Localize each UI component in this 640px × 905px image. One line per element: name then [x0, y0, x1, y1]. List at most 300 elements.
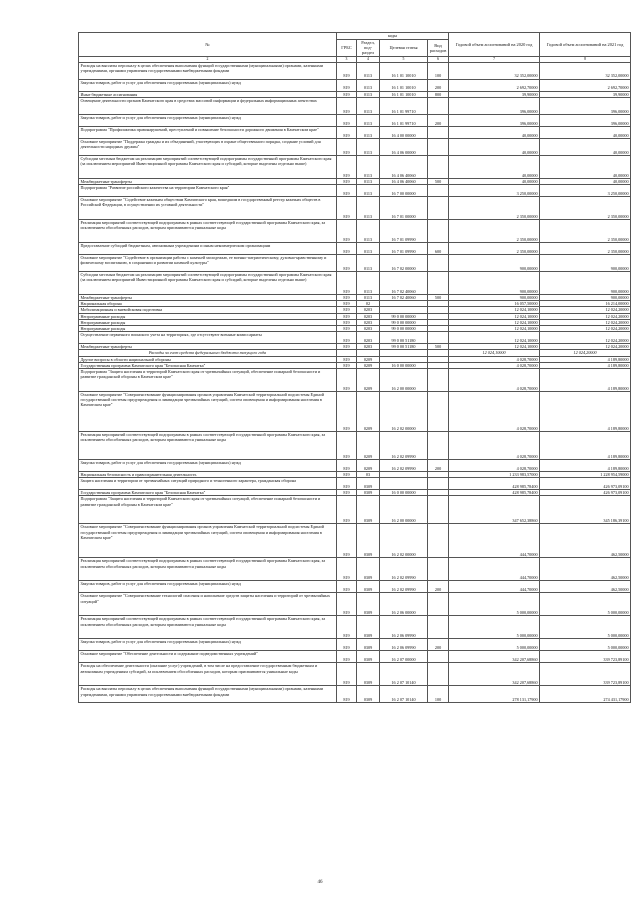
row-amount-2021: 32 352,00000	[540, 62, 631, 79]
row-grbs: 819	[337, 155, 357, 178]
row-name: Закупка товаров, работ и услуг для обеспечения государственных (муниципальных) нужд	[79, 114, 337, 126]
row-amount-2021: 4 189,80000	[540, 369, 631, 392]
table-row	[79, 639, 631, 651]
row-expense-type: 600	[428, 243, 449, 255]
row-name: Непрограммные расходы	[79, 326, 337, 332]
row-amount-2021: 39,90000	[540, 91, 631, 97]
row-razdel: 0113	[357, 255, 380, 272]
row-amount-2021: 900,00000	[540, 255, 631, 272]
row-grbs: 819	[337, 639, 357, 651]
row-grbs: 819	[337, 255, 357, 272]
row-amount-2020: 4 028,70000	[449, 392, 540, 432]
row-amount-2020: 444,70000	[449, 524, 540, 558]
row-name: Реализация мероприятий соответствующей подпрограммы в рамках соответствующей государственной программы Камчатского края, за исключением обособленных расходов, которым присваиваются уникальные коды	[79, 558, 337, 581]
row-expense-type	[428, 558, 449, 581]
page-number: 46	[317, 880, 323, 885]
row-amount-2021: 339 723,89100	[540, 651, 631, 663]
row-name: Закупка товаров, работ и услуг для обеспечения государственных (муниципальных) нужд	[79, 460, 337, 472]
row-name: Подпрограмма "Защита населения и территорий Камчатского края от чрезвычайных ситуаций, обеспечение пожарной безопасности и развитие гражданской обороны в Камчатском крае"	[79, 369, 337, 392]
row-amount-2020: 428 985,78400	[449, 478, 540, 490]
row-expense-type	[428, 97, 449, 114]
row-name: Основное мероприятие "Содействие казачьим обществам Камчатского края, вошедшим в государственный реестр казачьих обществ в Российской Федерации, в осуществлении их уставной деятельности"	[79, 197, 337, 220]
row-razdel: 0203	[357, 344, 380, 350]
table-row	[79, 460, 631, 472]
row-target-article: 99 0 00 51180	[380, 332, 428, 344]
row-expense-type	[428, 332, 449, 344]
row-razdel: 0309	[357, 663, 380, 686]
row-grbs: 819	[337, 332, 357, 344]
row-amount-2020: 278 131,17900	[449, 686, 540, 703]
table-row	[79, 138, 631, 155]
row-expense-type	[428, 126, 449, 138]
row-grbs: 819	[337, 79, 357, 91]
row-expense-type	[428, 220, 449, 243]
row-amount-2020: 4 028,70000	[449, 356, 540, 362]
row-target-article: 16 2 02 09990	[380, 581, 428, 593]
row-expense-type: 200	[428, 639, 449, 651]
table-row	[79, 581, 631, 593]
row-grbs: 819	[337, 138, 357, 155]
row-grbs: 819	[337, 524, 357, 558]
row-amount-2021: 1 228 954,59000	[540, 472, 631, 478]
table-row	[79, 369, 631, 392]
row-razdel: 0203	[357, 326, 380, 332]
row-amount-2020: 40,00000	[449, 178, 540, 184]
row-amount-2021: 4 189,80000	[540, 432, 631, 460]
row-name: Непрограммные расходы	[79, 313, 337, 319]
row-name: Расходы на выплаты персоналу в целях обеспечения выполнения функций государственными (муниципальными) органами, казенными учреждениями, органами управления государственными внебюджетными фондами	[79, 686, 337, 703]
row-amount-2020: 900,00000	[449, 295, 540, 301]
table-row	[79, 616, 631, 639]
row-grbs: 819	[337, 197, 357, 220]
table-row	[79, 62, 631, 79]
row-amount-2020: 342 207,68860	[449, 651, 540, 663]
row-expense-type	[428, 432, 449, 460]
row-amount-2020: 39,90000	[449, 91, 540, 97]
row-target-article: 16 7 01 00000	[380, 197, 428, 220]
row-name: Расходы на выплаты персоналу в целях обеспечения выполнения функций государственными (муниципальными) органами, казенными учреждениями, органами управления государственными внебюджетными фондами	[79, 62, 337, 79]
row-amount-2020: 2 692,70000	[449, 79, 540, 91]
row-amount-2020: 444,70000	[449, 581, 540, 593]
table-row	[79, 114, 631, 126]
row-amount-2021: 3 250,00000	[540, 185, 631, 197]
row-grbs: 819	[337, 432, 357, 460]
row-name: Межбюджетные трансферты	[79, 178, 337, 184]
row-expense-type: 500	[428, 295, 449, 301]
row-expense-type	[428, 155, 449, 178]
row-grbs: 819	[337, 362, 357, 368]
row-grbs: 819	[337, 185, 357, 197]
row-razdel: 0203	[357, 319, 380, 325]
row-amount-2021: 5 000,00000	[540, 616, 631, 639]
budget-table-sheet	[78, 32, 630, 703]
budget-table	[78, 32, 631, 703]
row-razdel: 0113	[357, 243, 380, 255]
row-grbs: 819	[337, 295, 357, 301]
row-grbs: 819	[337, 178, 357, 184]
row-expense-type	[428, 663, 449, 686]
row-amount-2020: 900,00000	[449, 255, 540, 272]
row-amount-2021: 900,00000	[540, 272, 631, 295]
row-target-article: 16 1 01 10010	[380, 62, 428, 79]
row-grbs: 819	[337, 392, 357, 432]
row-target-article: 16 2 06 09990	[380, 616, 428, 639]
row-amount-2020: 12 024,10000	[449, 319, 540, 325]
row-grbs: 819	[337, 307, 357, 313]
row-amount-2020: 12 024,10000	[449, 332, 540, 344]
row-amount-2020: 16 057,50000	[449, 301, 540, 307]
row-grbs: 819	[337, 472, 357, 478]
row-amount-2020: 1 233 983,57000	[449, 472, 540, 478]
row-grbs: 819	[337, 126, 357, 138]
table-row	[79, 496, 631, 524]
row-name: Мобилизационная и вневойсковая подготовка	[79, 307, 337, 313]
row-name: Основное мероприятие "Совершенствование технологий спасения и наполнение средств защиты населения и территорий от чрезвычайных ситуаций"	[79, 593, 337, 616]
row-expense-type	[428, 524, 449, 558]
row-amount-2021: 12 024,20000	[540, 307, 631, 313]
row-target-article: 16 7 02 40060	[380, 295, 428, 301]
row-grbs: 819	[337, 558, 357, 581]
row-expense-type: 200	[428, 79, 449, 91]
row-amount-2020: 40,00000	[449, 155, 540, 178]
row-name: Расходы на обеспечение деятельности (оказание услуг) учреждений, в том числе на предоставление государственным бюджетным и автономным учреждениям субсидий, за исключением обособленных расходов, которым присваиваются уникальные коды	[79, 663, 337, 686]
row-amount-2021: 12 024,20000	[540, 332, 631, 344]
row-target-article: 16 2 02 09990	[380, 558, 428, 581]
row-amount-2020: 5 000,00000	[449, 593, 540, 616]
row-target-article: 16 4 06 40060	[380, 178, 428, 184]
row-name: Непрограммные расходы	[79, 319, 337, 325]
row-amount-2020: 900,00000	[449, 272, 540, 295]
column-number-grbs: 3	[337, 56, 357, 62]
row-razdel: 0309	[357, 496, 380, 524]
row-expense-type	[428, 651, 449, 663]
row-amount-2021: 426 973,09100	[540, 478, 631, 490]
row-target-article: 16 1 01 99710	[380, 114, 428, 126]
row-target-article: 16 7 01 09990	[380, 243, 428, 255]
row-amount-2021: 4 189,80000	[540, 460, 631, 472]
row-amount-2021: 12 024,20000	[540, 350, 631, 356]
row-razdel: 0113	[357, 138, 380, 155]
header-number: №	[79, 33, 337, 57]
row-grbs: 819	[337, 686, 357, 703]
row-grbs: 819	[337, 478, 357, 490]
row-target-article: 16 2 02 09990	[380, 432, 428, 460]
row-razdel: 0309	[357, 558, 380, 581]
row-target-article: 16 2 07 10140	[380, 686, 428, 703]
row-razdel: 0209	[357, 460, 380, 472]
row-name: Основное мероприятие "Совершенствование функционирования органов управления Камчатской территориальной подсистемы Единой государственной системы предупреждения и ликвидации чрезвычайных ситуаций, систем оповещения и информирования населения в Камчатском крае"	[79, 524, 337, 558]
row-razdel: 0113	[357, 295, 380, 301]
row-amount-2021: 2 350,00000	[540, 243, 631, 255]
row-razdel: 0309	[357, 478, 380, 490]
row-expense-type	[428, 185, 449, 197]
row-razdel: 0209	[357, 356, 380, 362]
row-razdel: 0113	[357, 185, 380, 197]
row-amount-2021: 426 973,09100	[540, 490, 631, 496]
table-row	[79, 392, 631, 432]
row-razdel: 0309	[357, 651, 380, 663]
row-name: Закупка товаров, работ и услуг для обеспечения государственных (муниципальных) нужд	[79, 639, 337, 651]
row-expense-type	[428, 616, 449, 639]
table-row	[79, 663, 631, 686]
row-name: Закупка товаров, работ и услуг для обеспечения государственных (муниципальных) нужд	[79, 79, 337, 91]
row-target-article: 16 2 00 00000	[380, 369, 428, 392]
table-row	[79, 478, 631, 490]
row-amount-2021: 900,00000	[540, 295, 631, 301]
row-amount-2020: 12 024,10000	[449, 350, 540, 356]
row-grbs: 819	[337, 243, 357, 255]
row-expense-type: 500	[428, 178, 449, 184]
row-grbs: 819	[337, 62, 357, 79]
header-razdel: Раздел, под-раздел	[357, 40, 380, 57]
row-amount-2020: 428 985,78400	[449, 490, 540, 496]
row-name: Иные бюджетные ассигнования	[79, 91, 337, 97]
row-razdel: 0209	[357, 369, 380, 392]
row-target-article: 16 2 07 00000	[380, 651, 428, 663]
row-amount-2020: 347 652,38860	[449, 496, 540, 524]
row-razdel: 0113	[357, 126, 380, 138]
row-name: Подпрограмма "Развитие российского казачества на территории Камчатского края"	[79, 185, 337, 197]
column-number-csr: 5	[380, 56, 428, 62]
row-expense-type: 500	[428, 344, 449, 350]
row-amount-2021: 462,50000	[540, 558, 631, 581]
row-name: Предоставление субсидий бюджетным, автономным учреждениям и иным некоммерческим организациям	[79, 243, 337, 255]
column-number-name: 2	[79, 56, 337, 62]
column-number-razdel: 4	[357, 56, 380, 62]
row-razdel: 02	[357, 301, 380, 307]
table-row	[79, 651, 631, 663]
row-razdel: 0209	[357, 392, 380, 432]
row-name: Основное мероприятие "Содействие в организации работы с казачьей молодежью, ее военно-патриотическому, духовно-нравственному и физическому воспитанию, в сохранении и развитии казачьей культуры"	[79, 255, 337, 272]
header-codes: коды	[337, 33, 449, 40]
row-expense-type	[428, 369, 449, 392]
row-razdel: 0309	[357, 616, 380, 639]
row-grbs: 819	[337, 313, 357, 319]
row-razdel: 0113	[357, 272, 380, 295]
row-amount-2020: 342 207,68860	[449, 663, 540, 686]
table-row	[79, 558, 631, 581]
row-grbs: 819	[337, 91, 357, 97]
row-amount-2021: 396,00000	[540, 97, 631, 114]
row-grbs: 819	[337, 460, 357, 472]
row-grbs: 819	[337, 593, 357, 616]
table-row	[79, 524, 631, 558]
row-amount-2020: 12 024,10000	[449, 344, 540, 350]
row-amount-2021: 462,50000	[540, 581, 631, 593]
row-amount-2021: 4 189,80000	[540, 362, 631, 368]
row-target-article: 16 1 01 99710	[380, 97, 428, 114]
row-amount-2021: 345 186,39100	[540, 496, 631, 524]
row-amount-2021: 40,00000	[540, 126, 631, 138]
row-amount-2020: 12 024,10000	[449, 313, 540, 319]
header-year-2020: Годовой объем ассигнований на 2020 год	[449, 33, 540, 57]
row-razdel: 0209	[357, 432, 380, 460]
row-target-article	[380, 478, 428, 490]
table-row	[79, 243, 631, 255]
row-razdel: 0113	[357, 62, 380, 79]
row-expense-type: 100	[428, 62, 449, 79]
row-name: Подпрограмма "Профилактика правонарушений, преступлений и повышение безопасности дорожного движения в Камчатском крае"	[79, 126, 337, 138]
row-grbs: 819	[337, 319, 357, 325]
row-amount-2021: 2 350,00000	[540, 197, 631, 220]
row-amount-2021: 40,00000	[540, 138, 631, 155]
row-razdel: 0113	[357, 91, 380, 97]
row-name: Национальная оборона	[79, 301, 337, 307]
row-grbs: 819	[337, 356, 357, 362]
row-amount-2021: 12 024,20000	[540, 319, 631, 325]
row-target-article: 16 0 00 00000	[380, 490, 428, 496]
row-amount-2020: 5 000,00000	[449, 616, 540, 639]
row-amount-2021: 462,50000	[540, 524, 631, 558]
row-expense-type	[428, 272, 449, 295]
row-amount-2021: 12 024,20000	[540, 313, 631, 319]
row-amount-2020: 2 350,00000	[449, 243, 540, 255]
row-amount-2020: 40,00000	[449, 126, 540, 138]
table-row	[79, 432, 631, 460]
row-name: Реализация мероприятий соответствующей подпрограммы в рамках соответствующей государственной программы Камчатского края, за исключением обособленных расходов, которым присваиваются уникальные коды	[79, 432, 337, 460]
row-amount-2021: 16 214,00000	[540, 301, 631, 307]
row-amount-2021: 4 189,80000	[540, 392, 631, 432]
row-name: Государственная программа Камчатского края "Безопасная Камчатка"	[79, 362, 337, 368]
row-target-article: 16 7 00 00000	[380, 185, 428, 197]
row-grbs: 819	[337, 496, 357, 524]
row-expense-type: 200	[428, 581, 449, 593]
row-target-article: 16 2 07 10140	[380, 663, 428, 686]
row-name: Основное мероприятие "Обеспечение деятельности и содержание подведомственных учреждений"	[79, 651, 337, 663]
table-row	[79, 185, 631, 197]
row-target-article: 16 2 06 09990	[380, 639, 428, 651]
row-grbs: 819	[337, 301, 357, 307]
column-number-2020: 7	[449, 56, 540, 62]
row-razdel: 0309	[357, 686, 380, 703]
row-razdel: 0113	[357, 155, 380, 178]
row-target-article: 16 7 01 09990	[380, 220, 428, 243]
row-name: Закупка товаров, работ и услуг для обеспечения государственных (муниципальных) нужд	[79, 581, 337, 593]
row-amount-2021: 5 000,00000	[540, 639, 631, 651]
row-target-article: 16 2 02 00000	[380, 524, 428, 558]
row-razdel: 0203	[357, 332, 380, 344]
table-row	[79, 255, 631, 272]
column-number-vr: 6	[428, 56, 449, 62]
row-expense-type	[428, 593, 449, 616]
row-target-article: 16 4 06 40060	[380, 155, 428, 178]
row-grbs: 819	[337, 616, 357, 639]
row-amount-2021: 2 692,70000	[540, 79, 631, 91]
row-name: Государственная программа Камчатского края "Безопасная Камчатка"	[79, 490, 337, 496]
budget-rows	[79, 62, 631, 703]
column-number-2021: 8	[540, 56, 631, 62]
row-amount-2020: 396,00000	[449, 114, 540, 126]
row-name: Субсидии местным бюджетам на реализацию мероприятий соответствующей подпрограммы государственной программы Камчатского края (за исключением мероприятий Инвестиционной программы Камчатского края и субсидий, которые выделены отдельно выше)	[79, 155, 337, 178]
row-razdel: 0113	[357, 97, 380, 114]
row-amount-2020: 4 028,70000	[449, 460, 540, 472]
row-expense-type	[428, 255, 449, 272]
table-row	[79, 155, 631, 178]
row-amount-2020: 396,00000	[449, 97, 540, 114]
table-row	[79, 332, 631, 344]
row-expense-type	[428, 392, 449, 432]
table-row	[79, 686, 631, 703]
row-name: Осуществление первичного воинского учета на территориях, где отсутствуют военные комиссариаты	[79, 332, 337, 344]
row-name: Расходы за счет средств федерального бюджета текущего года	[79, 350, 337, 356]
row-amount-2020: 444,70000	[449, 558, 540, 581]
row-grbs: 819	[337, 581, 357, 593]
row-razdel: 0309	[357, 581, 380, 593]
table-row	[79, 79, 631, 91]
row-amount-2021: 5 000,00000	[540, 593, 631, 616]
row-target-article: 99 0 00 51180	[380, 344, 428, 350]
row-name: Субсидии местным бюджетам на реализацию мероприятий соответствующей подпрограммы государственной программы Камчатского края (за исключением мероприятий Инвестиционной программы Камчатского края и субсидий, которые выделены отдельно выше)	[79, 272, 337, 295]
header-vr: Вид расходов	[428, 40, 449, 57]
row-amount-2021: 40,00000	[540, 178, 631, 184]
row-amount-2021: 12 024,20000	[540, 326, 631, 332]
row-razdel: 0309	[357, 524, 380, 558]
row-razdel: 0309	[357, 639, 380, 651]
row-amount-2020: 12 024,10000	[449, 326, 540, 332]
row-name: Реализация мероприятий соответствующей подпрограммы в рамках соответствующей государственной программы Камчатского края, за исключением обособленных расходов, которым присваиваются уникальные коды	[79, 616, 337, 639]
row-name: Защита населения и территории от чрезвычайных ситуаций природного и техногенного характера, гражданская оборона	[79, 478, 337, 490]
row-target-article: 16 0 00 00000	[380, 362, 428, 368]
row-amount-2020: 4 028,70000	[449, 362, 540, 368]
row-razdel: 0309	[357, 490, 380, 496]
table-row	[79, 272, 631, 295]
table-row	[79, 197, 631, 220]
row-name: Межбюджетные трансферты	[79, 295, 337, 301]
row-amount-2020: 12 024,10000	[449, 307, 540, 313]
row-expense-type	[428, 496, 449, 524]
row-target-article: 99 0 00 00000	[380, 313, 428, 319]
row-name: Основное мероприятие "Поддержка граждан и их объединений, участвующих в охране общественного порядка, создание условий для деятельности народных дружин"	[79, 138, 337, 155]
row-amount-2020: 40,00000	[449, 138, 540, 155]
row-razdel: 0209	[357, 362, 380, 368]
row-target-article: 16 7 02 40060	[380, 272, 428, 295]
row-grbs: 819	[337, 326, 357, 332]
row-razdel: 0113	[357, 79, 380, 91]
table-row	[79, 97, 631, 114]
row-grbs: 819	[337, 272, 357, 295]
row-target-article: 16 7 02 00000	[380, 255, 428, 272]
row-name: Освещение деятельности органов Камчатского края в средствах массовой информации и федеральных информационных агентствах	[79, 97, 337, 114]
row-grbs: 819	[337, 114, 357, 126]
row-grbs: 819	[337, 490, 357, 496]
row-expense-type: 200	[428, 114, 449, 126]
row-target-article: 16 1 01 10010	[380, 91, 428, 97]
row-target-article: 16 2 06 00000	[380, 593, 428, 616]
row-name: Межбюджетные трансферты	[79, 344, 337, 350]
header-year-2021: Годовой объем ассигнований на 2021 год	[540, 33, 631, 57]
row-amount-2020: 2 350,00000	[449, 197, 540, 220]
row-razdel: 0309	[357, 593, 380, 616]
row-amount-2021: 339 723,89100	[540, 663, 631, 686]
row-amount-2020: 3 250,00000	[449, 185, 540, 197]
row-target-article: 16 4 06 00000	[380, 138, 428, 155]
row-name: Подпрограмма "Защита населения и территорий Камчатского края от чрезвычайных ситуаций, обеспечение пожарной безопасности и развитие гражданской обороны в Камчатском крае"	[79, 496, 337, 524]
header-csr: Целевая статья	[380, 40, 428, 57]
row-expense-type: 100	[428, 686, 449, 703]
row-razdel: 0113	[357, 197, 380, 220]
row-target-article: 16 4 00 00000	[380, 126, 428, 138]
row-amount-2021: 396,00000	[540, 114, 631, 126]
row-amount-2020: 4 028,70000	[449, 369, 540, 392]
row-amount-2021: 40,00000	[540, 155, 631, 178]
row-razdel: 03	[357, 472, 380, 478]
row-razdel: 0203	[357, 307, 380, 313]
row-target-article: 16 2 02 00000	[380, 392, 428, 432]
row-razdel: 0113	[357, 114, 380, 126]
row-expense-type	[428, 478, 449, 490]
row-grbs: 819	[337, 97, 357, 114]
row-grbs: 819	[337, 220, 357, 243]
